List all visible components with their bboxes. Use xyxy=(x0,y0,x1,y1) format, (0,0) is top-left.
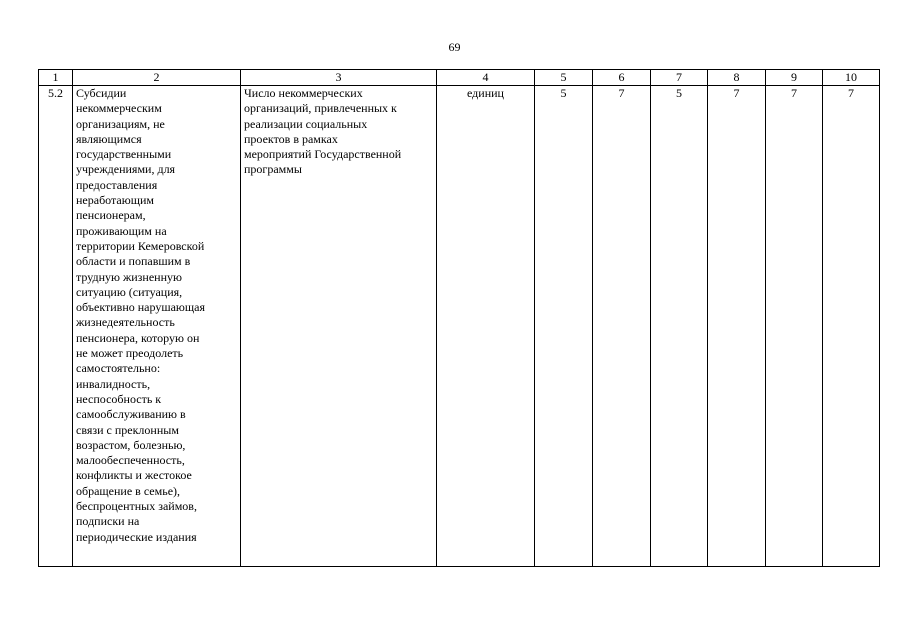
value-cell-6: 7 xyxy=(593,86,651,567)
column-header-7: 7 xyxy=(651,70,708,86)
column-header-10: 10 xyxy=(823,70,880,86)
table-header-row xyxy=(39,70,880,86)
column-header-4: 4 xyxy=(437,70,535,86)
table-row xyxy=(39,86,880,567)
column-header-5: 5 xyxy=(535,70,593,86)
unit-cell: единиц xyxy=(437,86,535,567)
column-header-9: 9 xyxy=(766,70,823,86)
column-header-6: 6 xyxy=(593,70,651,86)
row-number-cell: 5.2 xyxy=(39,86,73,567)
column-header-3: 3 xyxy=(241,70,437,86)
value-cell-8: 7 xyxy=(708,86,766,567)
value-cell-5: 5 xyxy=(535,86,593,567)
indicators-table xyxy=(38,69,880,567)
value-cell-7: 5 xyxy=(651,86,708,567)
value-cell-9: 7 xyxy=(766,86,823,567)
column-header-2: 2 xyxy=(73,70,241,86)
indicator-name-cell: Число некоммерческих организаций, привлеченных к реализации социальных проектов в рамках мероприятий Государственной программы xyxy=(241,86,437,567)
column-header-8: 8 xyxy=(708,70,766,86)
column-header-1: 1 xyxy=(39,70,73,86)
measure-description-cell: Субсидии некоммерческим организациям, не являющимся государственными учреждениями, для предоставления неработающим пенсионерам, проживающим на территории Кемеровской области и попавшим в трудную жизненную ситуацию (ситуация, объективно нарушающая жизнедеятельность пенсионера, которую он не может преодолеть самостоятельно: инвалидность, неспособность к самообслуживанию в связи с преклонным возрастом, болезнью, малообеспеченность, конфликты и жестокое обращение в семье), беспроцентных займов, подписки на периодические издания xyxy=(73,86,241,567)
page-number: 69 xyxy=(448,40,461,54)
value-cell-10: 7 xyxy=(823,86,880,567)
